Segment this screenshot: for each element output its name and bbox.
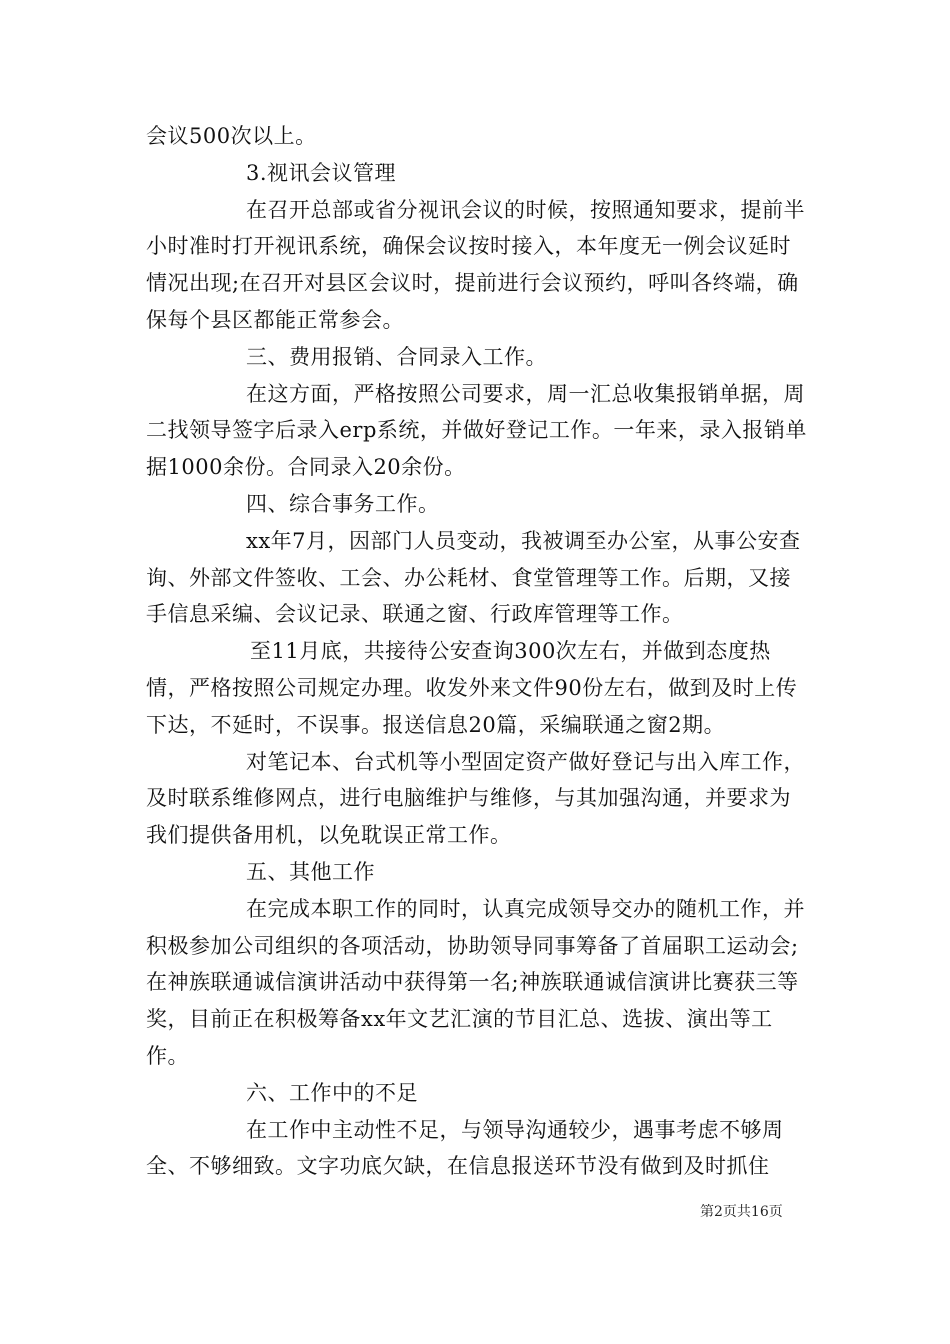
section-heading: 3.视讯会议管理: [246, 160, 397, 185]
paragraph: 在工作中主动性不足，与领导沟通较少，遇事考虑不够周全、不够细致。文字功底欠缺，在信息报送环节没有做到及时抓住: [146, 1117, 784, 1179]
section-heading: 五、其他工作: [246, 859, 375, 884]
section-heading: 四、综合事务工作。: [246, 491, 440, 516]
paragraph: 对笔记本、台式机等小型固定资产做好登记与出入库工作，及时联系维修网点，进行电脑维护与维修，与其加强沟通，并要求为我们提供备用机，以免耽误正常工作。: [146, 749, 805, 848]
section-heading: 三、费用报销、合同录入工作。: [246, 344, 547, 369]
paragraph: 在召开总部或省分视讯会议的时候，按照通知要求，提前半小时准时打开视讯系统，确保会议按时接入，本年度无一例会议延时情况出现;在召开对县区会议时，提前进行会议预约，呼叫各终端，确保每个县区都能正常参会。: [146, 197, 805, 332]
section-heading: 六、工作中的不足: [246, 1080, 418, 1105]
paragraph: 在完成本职工作的同时，认真完成领导交办的随机工作，并积极参加公司组织的各项活动，协助领导同事筹备了首届职工运动会;在神族联通诚信演讲活动中获得第一名;神族联通诚信演讲比赛获三等奖，目前正在积极筹备xx年文艺汇演的节目汇总、选拔、演出等工作。: [146, 896, 805, 1068]
paragraph: 会议500次以上。: [146, 124, 317, 148]
page-number: 第2页共16页: [700, 1204, 783, 1220]
paragraph: 至11月底，共接待公安查询300次左右，并做到态度热情，严格按照公司规定办理。收发外来文件90份左右，做到及时上传下达，不延时，不误事。报送信息20篇，采编联通之窗2期。: [146, 639, 798, 737]
paragraph: 在这方面，严格按照公司要求，周一汇总收集报销单据，周二找领导签字后录入erp系统，并做好登记工作。一年来，录入报销单据1000余份。合同录入20余份。: [146, 381, 807, 480]
body-text: [146, 118, 811, 1185]
paragraph: xx年7月，因部门人员变动，我被调至办公室，从事公安查询、外部文件签收、工会、办公耗材、食堂管理等工作。后期，又接手信息采编、会议记录、联通之窗、行政库管理等工作。: [146, 528, 801, 627]
